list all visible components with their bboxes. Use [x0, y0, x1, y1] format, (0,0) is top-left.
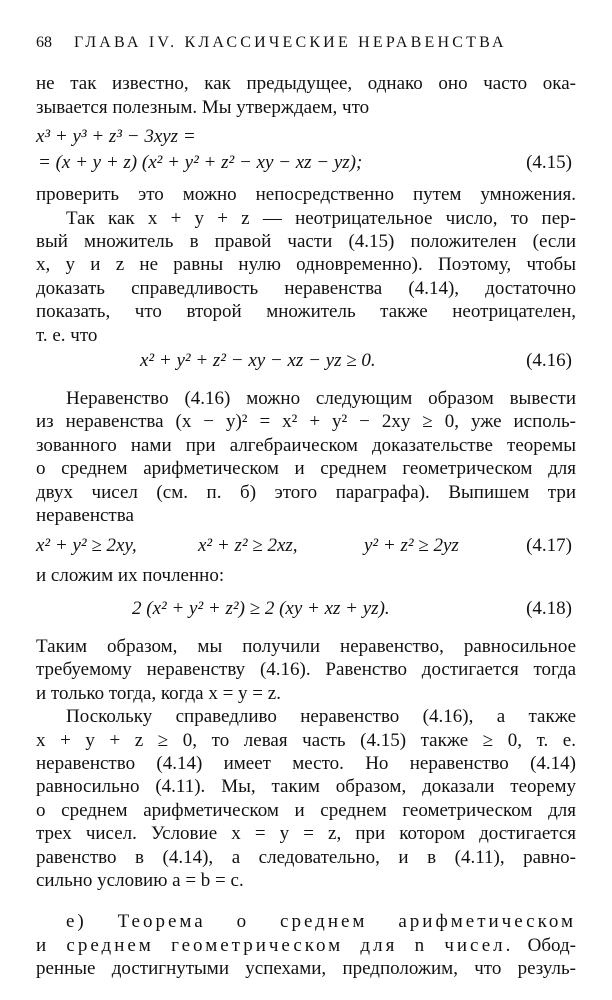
equation-number: (4.18) [526, 597, 572, 619]
paragraph-conclusion [36, 635, 576, 705]
paragraph-proof [36, 183, 576, 347]
text-line: из неравенства (x − y)² = x² + y² − 2xy ≥ 0, уже исполь- [36, 411, 576, 433]
text-line: Поскольку справедливо неравенство (4.16), а также [66, 706, 576, 728]
text-line: показать, что второй множитель также неотрицателен, [36, 301, 576, 323]
equation-4-15-line2 [36, 151, 576, 177]
text-line [36, 934, 576, 957]
text-fragment: Обод- [527, 934, 576, 956]
text-line: зывается полезным. Мы утверждаем, что [36, 96, 370, 118]
text-line: неравенства [36, 505, 134, 527]
text-line: т. е. что [36, 324, 98, 346]
paragraph-intro [36, 72, 576, 119]
text-line: трех чисел. Условие x = y = z, при котором достигается [36, 823, 576, 845]
text-line: Таким образом, мы получили неравенство, равносильное [36, 635, 576, 657]
equation-4-18 [36, 597, 576, 623]
text-line: равносильно (4.11). Мы, таким образом, доказали теорему [36, 776, 576, 798]
text-line: ренные достигнутыми успехами, предположим, что резуль- [36, 958, 576, 980]
equation-4-17 [36, 534, 576, 560]
equation-part: y² + z² ≥ 2yz [364, 534, 459, 556]
equation-4-15-line1 [36, 125, 576, 151]
page-header [36, 31, 576, 54]
text-line: вый множитель в правой части (4.15) положителен (если [36, 231, 576, 253]
text-line: x + y + z ≥ 0, то левая часть (4.15) также ≥ 0, т. е. [36, 729, 576, 751]
section-heading: е) Теорема о среднем арифметическом [66, 911, 576, 933]
text-line: неравенство (4.14) имеет место. Но неравенство (4.14) [36, 752, 576, 774]
text-line: и сложим их почленно: [36, 564, 225, 586]
paragraph-theorem [36, 705, 576, 892]
equation-text: = (x + y + z) (x² + y² + z² − xy − xz − yz); [38, 152, 363, 174]
chapter-title: ГЛАВА IV. КЛАССИЧЕСКИЕ НЕРАВЕНСТВА [74, 34, 507, 51]
equation-part: x² + z² ≥ 2xz, [198, 534, 298, 556]
equation-number: (4.16) [526, 350, 572, 372]
equation-4-16 [36, 349, 576, 375]
text-line: проверить это можно непосредственно путем умножения. [36, 184, 576, 206]
text-line: не так известно, как предыдущее, однако оно часто ока- [36, 73, 576, 95]
text-line: x, y и z не равны нулю одновременно). Поэтому, чтобы [36, 254, 576, 276]
equation-number: (4.17) [526, 534, 572, 556]
text-line: доказать справедливость неравенства (4.14), достаточно [36, 277, 576, 299]
text-line: Неравенство (4.16) можно следующим образом вывести [66, 388, 576, 410]
book-page [36, 31, 576, 981]
text-line: и только тогда, когда x = y = z. [36, 682, 281, 704]
section-e [36, 910, 576, 980]
page-number: 68 [36, 34, 52, 51]
section-heading-continued: и среднем геометрическом для n чисел. [36, 934, 514, 956]
text-line: Так как x + y + z — неотрицательное число, то пер- [66, 207, 576, 229]
equation-number: (4.15) [526, 152, 572, 174]
text-line: зованного нами при алгебраическом доказательстве теоремы [36, 434, 576, 456]
text-line: сильно условию a = b = c. [36, 869, 244, 891]
equation-text: x³ + y³ + z³ − 3xyz = [36, 126, 196, 148]
paragraph-derivation [36, 387, 576, 527]
equation-part: x² + y² ≥ 2xy, [36, 534, 137, 556]
equation-text: x² + y² + z² − xy − xz − yz ≥ 0. [140, 350, 376, 372]
text-line: двух чисел (см. п. б) этого параграфа). Выпишем три [36, 481, 576, 503]
text-line: о среднем арифметическом и среднем геометрическом для [36, 458, 576, 480]
text-line: равенство в (4.14), а следовательно, и в (4.11), равно- [36, 846, 576, 868]
equation-text: 2 (x² + y² + z²) ≥ 2 (xy + xz + yz). [132, 597, 390, 619]
text-line: требуемому неравенству (4.16). Равенство достигается тогда [36, 659, 576, 681]
text-line: о среднем арифметическом и среднем геометрическом для [36, 799, 576, 821]
